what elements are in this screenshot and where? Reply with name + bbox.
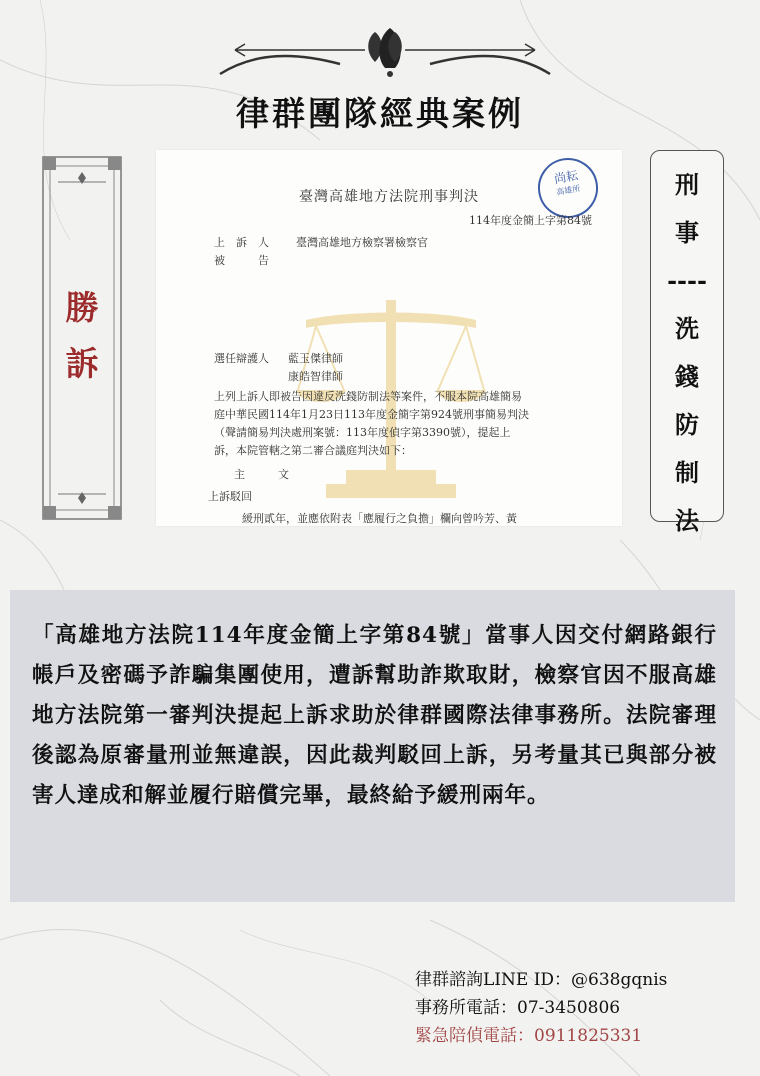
document-body-line: （聲請簡易判決處刑案號：113年度偵字第3390號），提起上: [214, 426, 511, 439]
defense-lawyer: 康皓智律師: [288, 370, 343, 383]
document-title: 臺灣高雄地方法院刑事判決: [299, 189, 479, 205]
court-judgment-image: [156, 150, 622, 526]
ornament-divider: [215, 22, 555, 82]
category-divider: ----: [667, 266, 707, 295]
document-case-number: 114年度金簡上字第84號: [469, 214, 592, 227]
category-char: 洗: [675, 314, 699, 343]
document-body-line: 上列上訴人即被告因違反洗錢防制法等案件，不服本院高雄簡易: [214, 390, 522, 403]
emergency-phone: 緊急陪偵電話：0911825331: [415, 1026, 643, 1046]
main-text-heading: 主 文: [234, 468, 289, 481]
category-char: 錢: [675, 362, 699, 391]
defense-label: 選任辯護人: [214, 352, 269, 365]
verdict-label: [38, 280, 126, 392]
category-char: 防: [675, 410, 699, 439]
appellant-name: 臺灣高雄地方檢察署檢察官: [296, 236, 428, 249]
category-char: 制: [675, 458, 699, 487]
ruling-start: 上訴駁回: [208, 490, 252, 503]
case-summary-panel: [10, 590, 735, 902]
category-char: 刑: [675, 170, 699, 199]
category-char: 事: [675, 218, 699, 247]
appellant-label: 上 訴 人: [214, 236, 269, 249]
line-contact: 律群諮詢LINE ID：@638gqnis: [415, 970, 668, 990]
defense-lawyer: 藍玉傑律師: [288, 352, 343, 365]
document-body-line: 庭中華民國114年1月23日113年度金簡字第924號刑事簡易判決: [214, 408, 529, 421]
ruling-continuation: 緩刑貳年，並應依附表「應履行之負擔」欄向曾吟芳、黃: [242, 512, 517, 525]
verdict-char: 勝: [65, 288, 99, 327]
defendant-label: 被 告: [214, 254, 269, 267]
page-title: 律群團隊經典案例: [236, 94, 524, 133]
contact-info: [415, 966, 667, 1050]
office-phone: 事務所電話：07-3450806: [415, 998, 621, 1018]
stamp-subtext: 高雄所: [555, 183, 582, 197]
case-category-box: [650, 150, 724, 535]
document-body-line: 訴，本院管轄之第二審合議庭判決如下：: [214, 444, 412, 457]
case-summary-text: 「高雄地方法院114年度金簡上字第84號」當事人因交付網路銀行帳戶及密碼予詐騙集團使用，遭訴幫助詐欺取財，檢察官因不服高雄地方法院第一審判決提起上訴求助於律群國際法律事務所。法院審理後認為原審量刑並無違誤，因此裁判駁回上訴，另考量其已與部分被害人達成和解並履行賠償完畢，最終給予緩刑兩年。: [32, 623, 717, 808]
category-char: 法: [675, 506, 699, 535]
verdict-char: 訴: [65, 344, 99, 383]
stamp-text: 尚耘: [553, 168, 580, 187]
